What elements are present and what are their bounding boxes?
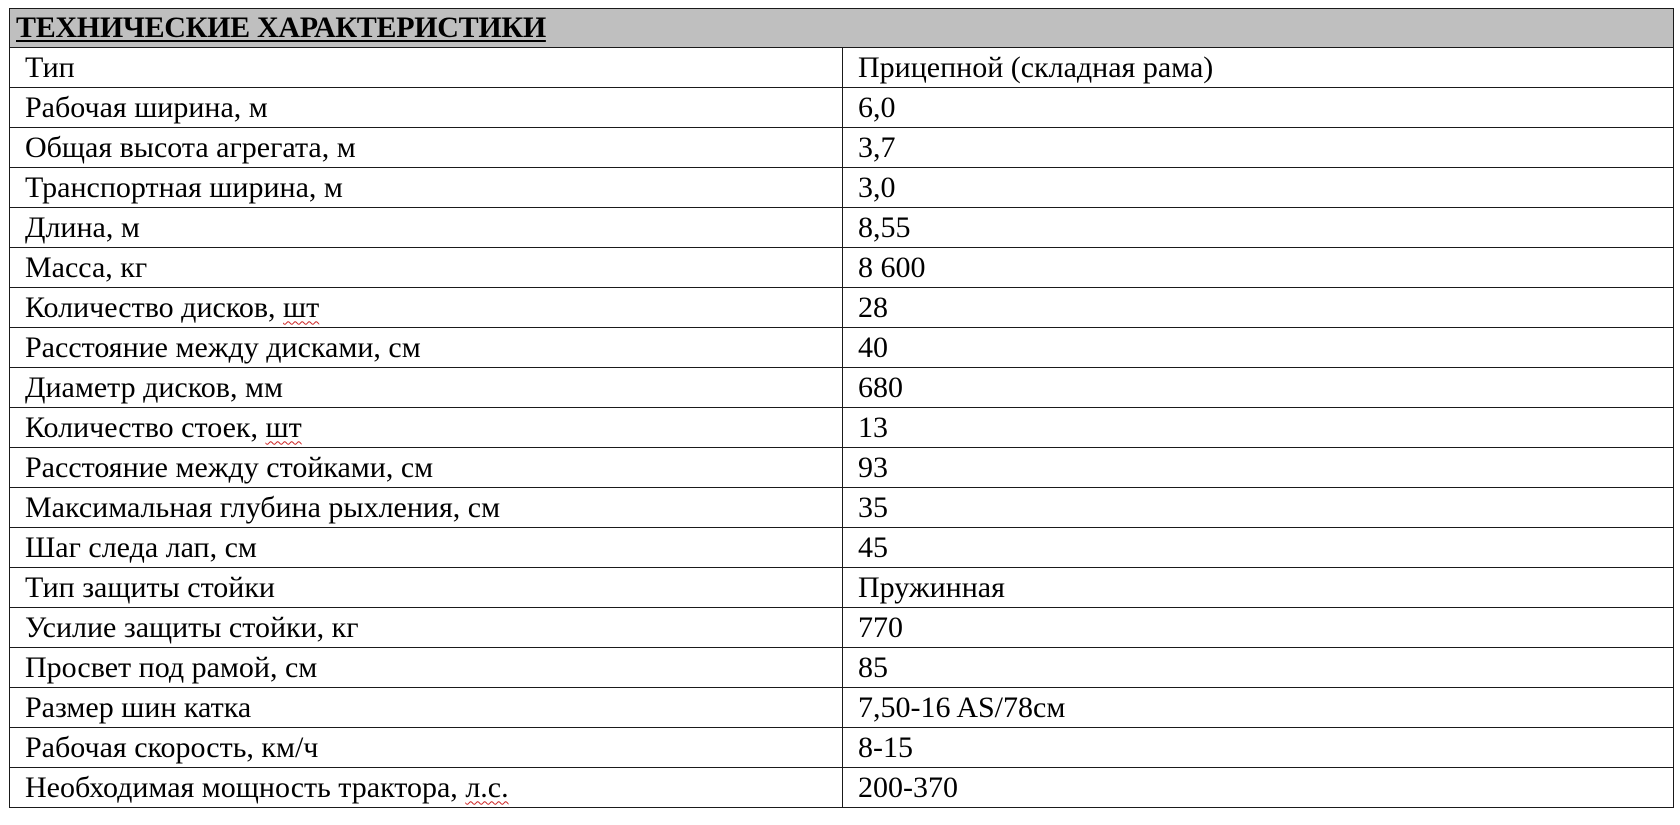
spec-label: Расстояние между стойками, см (10, 448, 843, 488)
table-row (10, 128, 1674, 168)
spellcheck-flagged-word: л.с. (465, 770, 509, 804)
spec-value: 770 (843, 608, 1674, 648)
spec-label-text: Количество стоек, (25, 410, 266, 444)
spec-label: Диаметр дисков, мм (10, 368, 843, 408)
spec-label: Расстояние между дисками, см (10, 328, 843, 368)
spec-label-text: Количество дисков, (25, 290, 284, 324)
spec-value: 8-15 (843, 728, 1674, 768)
spec-value: Прицепной (складная рама) (843, 48, 1674, 88)
spec-label: Просвет под рамой, см (10, 648, 843, 688)
spec-value: 3,0 (843, 168, 1674, 208)
table-row (10, 368, 1674, 408)
spec-label (10, 288, 843, 328)
table-title: ТЕХНИЧЕСКИЕ ХАРАКТЕРИСТИКИ (10, 9, 1674, 48)
table-row (10, 208, 1674, 248)
spec-value: 13 (843, 408, 1674, 448)
spec-label: Максимальная глубина рыхления, см (10, 488, 843, 528)
spec-label: Длина, м (10, 208, 843, 248)
specifications-table (9, 8, 1674, 808)
spec-label: Общая высота агрегата, м (10, 128, 843, 168)
spec-value: 35 (843, 488, 1674, 528)
table-row (10, 688, 1674, 728)
spec-label: Тип (10, 48, 843, 88)
header-row (10, 9, 1674, 48)
spec-value: 85 (843, 648, 1674, 688)
spec-value: 6,0 (843, 88, 1674, 128)
spec-label (10, 408, 843, 448)
spec-value: 93 (843, 448, 1674, 488)
table-row (10, 488, 1674, 528)
spec-label: Рабочая ширина, м (10, 88, 843, 128)
table-row (10, 408, 1674, 448)
spec-value: 8,55 (843, 208, 1674, 248)
spec-label: Усилие защиты стойки, кг (10, 608, 843, 648)
spec-value: 200-370 (843, 768, 1674, 808)
spec-value: 3,7 (843, 128, 1674, 168)
table-row (10, 88, 1674, 128)
spec-label: Транспортная ширина, м (10, 168, 843, 208)
spec-value: 28 (843, 288, 1674, 328)
spec-label: Размер шин катка (10, 688, 843, 728)
spec-label: Тип защиты стойки (10, 568, 843, 608)
table-row (10, 648, 1674, 688)
spec-value: Пружинная (843, 568, 1674, 608)
table-row (10, 248, 1674, 288)
table-row (10, 168, 1674, 208)
table-row (10, 608, 1674, 648)
spec-value: 8 600 (843, 248, 1674, 288)
table-row (10, 448, 1674, 488)
spec-label: Рабочая скорость, км/ч (10, 728, 843, 768)
spec-label: Масса, кг (10, 248, 843, 288)
spellcheck-flagged-word: шт (265, 410, 302, 444)
table-row (10, 528, 1674, 568)
table-row (10, 768, 1674, 808)
table-row (10, 48, 1674, 88)
spec-value: 7,50-16 AS/78см (843, 688, 1674, 728)
spec-label: Шаг следа лап, см (10, 528, 843, 568)
table-row (10, 568, 1674, 608)
table-row (10, 328, 1674, 368)
spec-value: 40 (843, 328, 1674, 368)
spec-value: 680 (843, 368, 1674, 408)
spec-value: 45 (843, 528, 1674, 568)
spec-label (10, 768, 843, 808)
table-row (10, 288, 1674, 328)
spellcheck-flagged-word: шт (283, 290, 320, 324)
table-row (10, 728, 1674, 768)
spec-label-text: Необходимая мощность трактора, (25, 770, 466, 804)
